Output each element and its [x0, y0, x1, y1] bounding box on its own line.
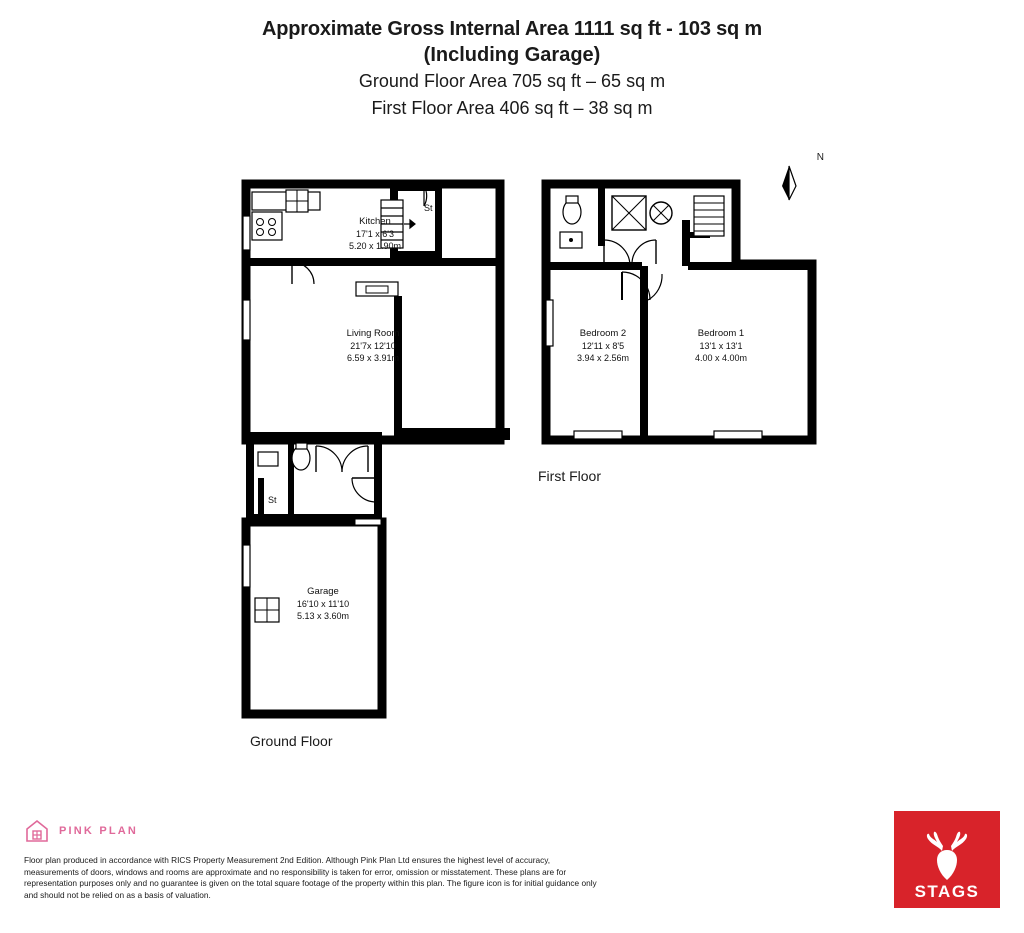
bathroom-partition: [598, 184, 605, 246]
pinkplan-wordmark: PINK PLAN: [59, 825, 139, 837]
landing-divider-wall-right: [688, 262, 812, 270]
room-label-kitchen: Kitchen 17'1 x 6'3 5.20 x 1.90m: [348, 216, 402, 251]
fireplace-inner: [366, 286, 388, 293]
living-room-bottom-right-wall: [394, 428, 510, 440]
landing-door-arc-2: [632, 240, 656, 264]
first-floor-outer-wall: [546, 184, 812, 440]
hall-right-wall: [374, 432, 382, 522]
first-floor-area-text: First Floor Area 406 sq ft – 38 sq m: [371, 98, 653, 118]
stair-partition: [682, 220, 690, 266]
ground-floor-label: Ground Floor: [250, 733, 333, 749]
wc-door-arc: [316, 446, 342, 472]
first-floor-label: First Floor: [538, 468, 601, 484]
including-garage-subtitle: (Including Garage): [423, 44, 601, 66]
compass: [778, 152, 824, 200]
bedroom2-window-south: [574, 431, 622, 439]
garage-personnel-door: [355, 519, 381, 525]
room-label-bedroom-1: Bedroom 1 13'1 x 13'1 4.00 x 4.00m: [694, 328, 748, 363]
first-floor-staircase: [694, 196, 724, 236]
kitchen-living-divider: [246, 258, 500, 266]
hall-left-wall: [246, 432, 254, 522]
wc-fittings: [258, 443, 310, 470]
kitchen-window: [243, 216, 250, 250]
room-label-bedroom-2: Bedroom 2 12'11 x 8'5 3.94 x 2.56m: [576, 328, 630, 363]
ground-floor-drawing: [243, 184, 510, 714]
hall-door-arc-3: [352, 478, 376, 502]
hall-top-wall: [246, 432, 382, 440]
living-room-window-left: [243, 300, 250, 340]
gross-area-title: Approximate Gross Internal Area 1111 sq ft - 103 sq m: [262, 18, 762, 40]
bedroom1-window-south: [714, 431, 762, 439]
room-label-garage: Garage 16'10 x 11'10 5.13 x 3.60m: [296, 586, 350, 621]
stags-logo: [894, 811, 1000, 908]
store-cupboard-wall: [258, 478, 264, 516]
store-label-first: St: [424, 203, 433, 213]
room-label-living-room: Living Room 21'7x 12'10 6.59 x 3.91m: [346, 328, 400, 363]
wc-partition-wall-lower: [288, 484, 294, 518]
disclaimer-text: Floor plan produced in accordance with RICS Property Measurement 2nd Edition. Although Pink Plan Ltd ensures the highest level of accuracy, measurements of doors, windows and rooms are approximate and no responsibility is taken for error, omission or misstatement. These plans are for representation purposes only and no guarantee is given on the total square footage of the property within this plan. The figure icon is for initial guidance only and should not be relied on as a basis of valuation.: [24, 855, 597, 900]
store-bottom-wall: [398, 251, 442, 258]
hall-door-arc-2: [342, 446, 368, 472]
pinkplan-house-icon: [24, 818, 50, 844]
living-room-right-inner-wall: [394, 296, 402, 440]
first-floor-drawing: [546, 184, 812, 440]
store-top-wall: [390, 184, 442, 191]
ground-floor-area-text: Ground Floor Area 705 sq ft – 65 sq m: [358, 71, 666, 91]
garage-window: [243, 545, 250, 587]
stag-head-icon: [918, 830, 976, 882]
landing-divider-wall-left: [546, 262, 642, 270]
stags-wordmark: STAGS: [914, 882, 980, 901]
store-label-ground: St: [268, 495, 277, 505]
pinkplan-brand: [24, 818, 138, 844]
compass-north-label: N: [816, 152, 824, 163]
